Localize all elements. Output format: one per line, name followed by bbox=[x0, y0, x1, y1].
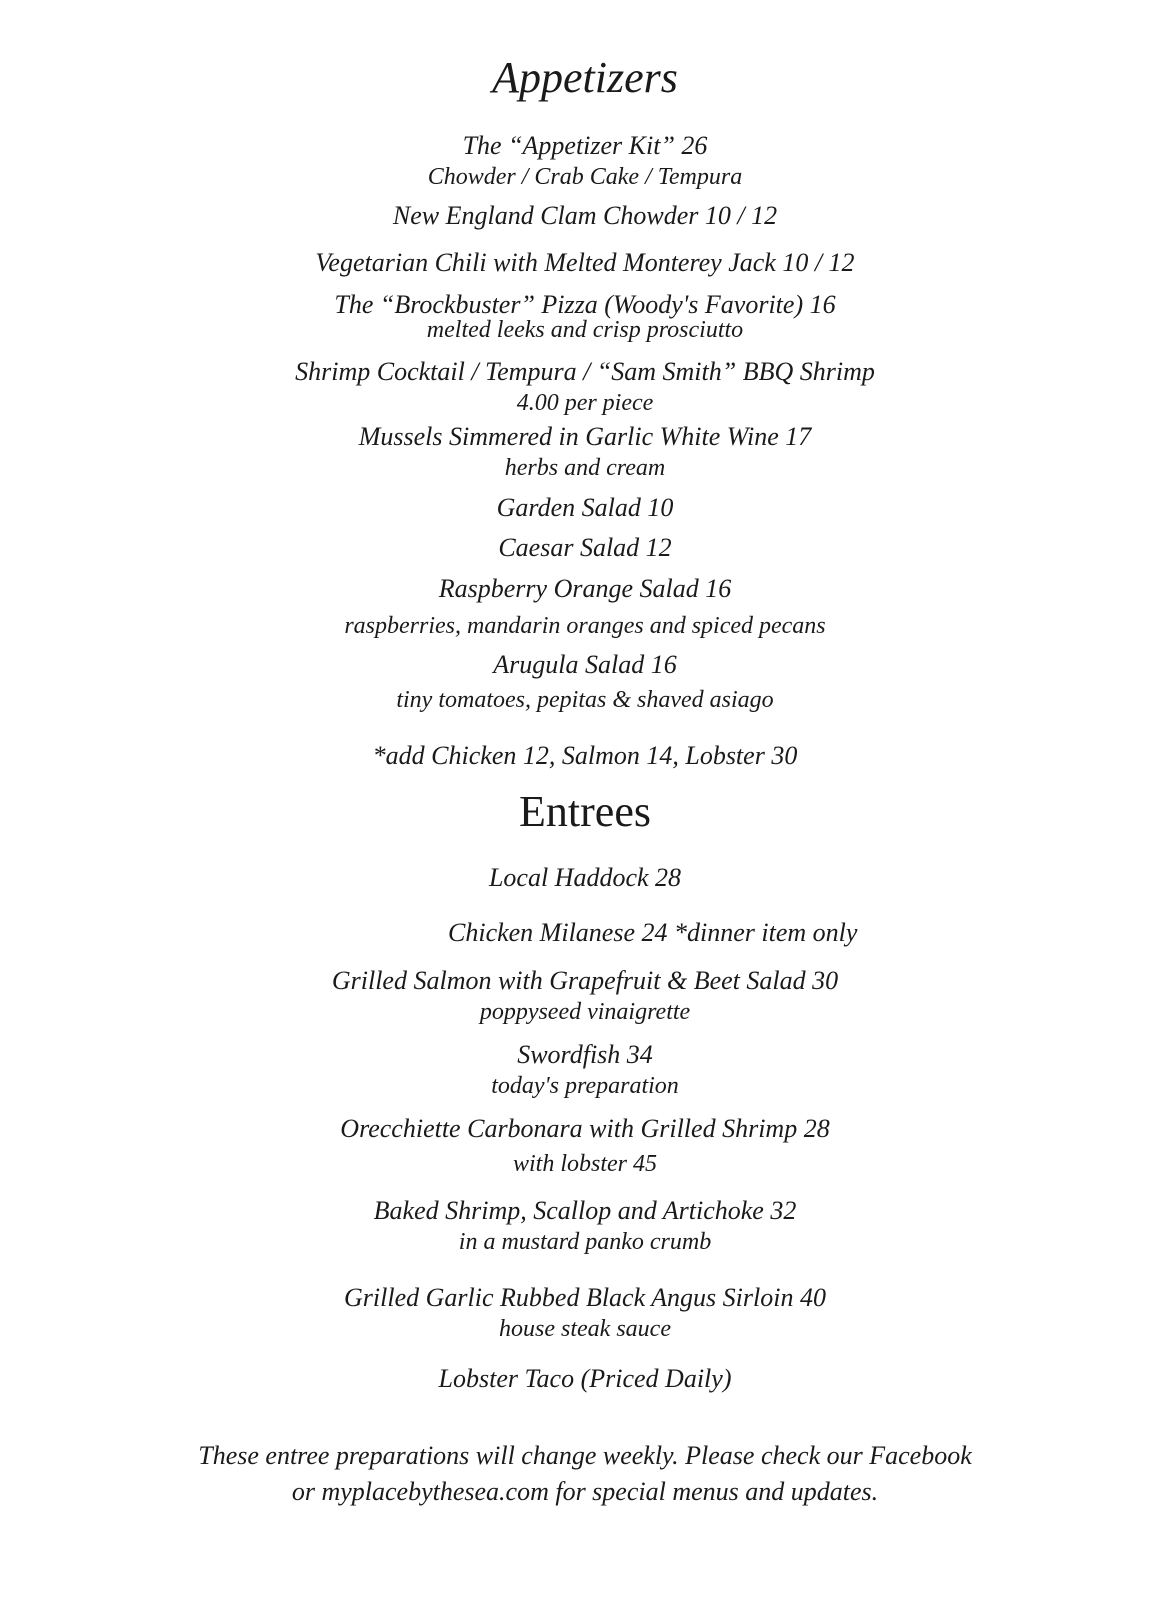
sirloin-description: house steak sauce bbox=[499, 1316, 671, 1342]
orecchiette-description: with lobster 45 bbox=[512, 1151, 657, 1177]
orecchiette-title: Orecchiette Carbonara with Grilled Shrimp 28 bbox=[340, 1114, 830, 1143]
shrimp-item-price: 4.00 per piece bbox=[516, 390, 654, 416]
haddock-item: Local Haddock 28 bbox=[488, 863, 682, 892]
arugula-salad-description: tiny tomatoes, pepitas & shaved asiago bbox=[396, 687, 774, 713]
mussels-description: herbs and cream bbox=[504, 455, 666, 481]
appetizer-kit-title: The “Appetizer Kit” 26 bbox=[462, 131, 708, 160]
grilled-salmon-title: Grilled Salmon with Grapefruit & Beet Salad 30 bbox=[331, 966, 839, 995]
chicken-milanese-item: Chicken Milanese 24 *dinner item only bbox=[448, 918, 858, 947]
appetizer-kit-description: Chowder / Crab Cake / Tempura bbox=[427, 164, 743, 190]
appetizers-heading: Appetizers bbox=[492, 53, 678, 102]
grilled-salmon-description: poppyseed vinaigrette bbox=[479, 999, 691, 1025]
shrimp-item-title: Shrimp Cocktail / Tempura / “Sam Smith” BBQ Shrimp bbox=[295, 357, 875, 386]
footer-note-line-2: or myplacebythesea.com for special menus and updates. bbox=[291, 1477, 879, 1506]
pizza-title: The “Brockbuster” Pizza (Woody's Favorite) 16 bbox=[334, 290, 836, 319]
mussels-title: Mussels Simmered in Garlic White Wine 17 bbox=[358, 422, 812, 451]
footer-note-line-1: These entree preparations will change weekly. Please check our Facebook bbox=[198, 1441, 972, 1470]
raspberry-salad-description: raspberries, mandarin oranges and spiced pecans bbox=[344, 613, 826, 639]
swordfish-description: today's preparation bbox=[491, 1073, 679, 1099]
lobster-taco-item: Lobster Taco (Priced Daily) bbox=[438, 1364, 732, 1393]
baked-shrimp-title: Baked Shrimp, Scallop and Artichoke 32 bbox=[373, 1196, 797, 1225]
garden-salad-item: Garden Salad 10 bbox=[496, 493, 674, 522]
arugula-salad-title: Arugula Salad 16 bbox=[493, 650, 677, 679]
entrees-heading: Entrees bbox=[519, 787, 651, 836]
salad-addons-note: *add Chicken 12, Salmon 14, Lobster 30 bbox=[372, 741, 798, 770]
caesar-salad-item: Caesar Salad 12 bbox=[498, 533, 672, 562]
baked-shrimp-description: in a mustard panko crumb bbox=[458, 1229, 712, 1255]
pizza-description: melted leeks and crisp prosciutto bbox=[426, 317, 744, 343]
clam-chowder-item: New England Clam Chowder 10 / 12 bbox=[392, 201, 778, 230]
vegetarian-chili-item: Vegetarian Chili with Melted Monterey Jack 10 / 12 bbox=[315, 248, 855, 277]
swordfish-title: Swordfish 34 bbox=[517, 1040, 653, 1069]
raspberry-salad-title: Raspberry Orange Salad 16 bbox=[438, 574, 732, 603]
sirloin-title: Grilled Garlic Rubbed Black Angus Sirloin 40 bbox=[344, 1283, 826, 1312]
